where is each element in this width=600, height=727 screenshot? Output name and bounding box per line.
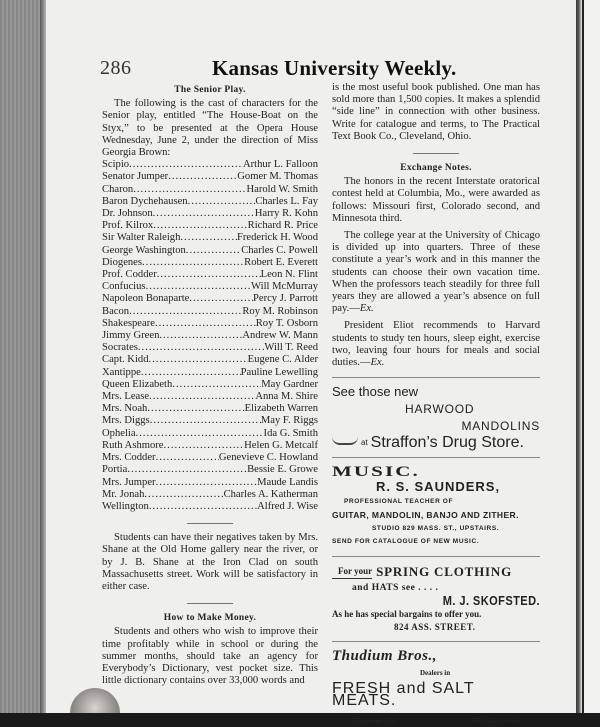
harwood-line2: HARWOOD: [405, 402, 475, 417]
clothing-merchant: M. J. SKOFSTED.: [442, 592, 540, 608]
cast-actor: Harry R. Kohn: [254, 208, 318, 220]
cast-role: Ruth Ashmore: [102, 439, 164, 451]
cast-row: [102, 477, 318, 489]
clothing-ad: [332, 565, 540, 633]
clothing-headline: [332, 565, 540, 578]
cast-actor: May Gardner: [261, 378, 318, 390]
cast-actor: Charles C. Powell: [241, 244, 318, 256]
ad-divider: [332, 641, 540, 642]
clothing-hats: and HATS see . . . .: [352, 582, 439, 593]
cast-actor: Harold W. Smith: [246, 183, 318, 195]
section-divider: [187, 603, 233, 604]
cast-role: George Washington: [102, 244, 186, 256]
cast-list: [102, 159, 318, 513]
leader-dots: [147, 403, 244, 415]
harwood-line3: MANDOLINS: [461, 418, 540, 433]
cast-role: Queen Elizabeth: [102, 378, 173, 390]
leader-dots: [155, 318, 256, 330]
make-money-continued: is the most useful book published. One man has sold more than 1,500 copies. It makes a splendid “side line” in connection with other business. Write for catalogue and terms, to The Practical Text Book Co., Cleveland, Ohio.: [332, 82, 540, 142]
next-page-edge: [576, 0, 600, 713]
leader-dots: [153, 220, 247, 232]
music-ad: [332, 466, 540, 548]
clothing-bargains: As he has special bargains to offer you.: [332, 608, 482, 619]
cast-row: [102, 208, 318, 220]
leader-dots: [168, 171, 237, 183]
leader-dots: [188, 196, 256, 208]
senior-play-intro: The following is the cast of characters for the Senior play, entitled “The House-Boat on the Styx,” to be presented at the Opera House Wednesday, June 2, under the direction of Miss Georgia Brown:: [102, 98, 318, 159]
cast-row: [102, 489, 318, 501]
left-column: [102, 82, 318, 687]
cast-role: Mrs. Lease: [102, 391, 150, 403]
cast-actor: Roy M. Robinson: [242, 305, 318, 317]
ad-divider: [332, 556, 540, 557]
cast-role: Baron Dychehausen: [102, 195, 188, 207]
cast-role: Socrates: [102, 342, 138, 354]
cast-actor: Ida G. Smith: [263, 427, 318, 439]
meats-business-name: Thudium Bros.,: [332, 648, 437, 665]
cast-actor: Will McMurray: [251, 281, 318, 293]
exchange-note-text: The honors in the recent Interstate oratorical contest held at Columbia, Mo., were awarded as follows: Missouri first, Colorado second, and Minnesota third.: [332, 176, 540, 224]
leader-dots: [153, 208, 255, 220]
cast-role: Capt. Kidd: [102, 354, 149, 366]
leader-dots: [156, 452, 219, 464]
music-teacher-name: R. S. SAUNDERS,: [376, 479, 501, 495]
cast-row: [102, 293, 318, 305]
cast-row: [102, 269, 318, 281]
cast-role: Prof. Codder: [102, 269, 157, 281]
cast-role: Bacon: [102, 305, 130, 317]
cast-role: Prof. Kilrox: [102, 220, 154, 232]
clothing-address: 824 ASS. STREET.: [394, 622, 476, 633]
cast-actor: Elizabeth Warren: [244, 403, 318, 415]
cast-row: [102, 367, 318, 379]
cast-row: [102, 171, 318, 183]
exchange-note-text: President Eliot recommends to Harvard students to study ten hours, sleep eight, exercise two, leaving four hours for meals and social duties.—: [332, 320, 540, 369]
harwood-store: Straffon’s Drug Store.: [370, 433, 524, 451]
make-money-text: Students and others who wish to improve their time profitably while in school or during the summer months, should take an agency for Everybody’s Dictionary, vest pocket size. This little dictionary contains over 33,000 words and: [102, 626, 318, 687]
clothing-spring: SPRING CLOTHING: [376, 564, 512, 580]
meats-ad: [332, 650, 540, 727]
leader-dots: [180, 232, 237, 244]
cast-row: [102, 184, 318, 196]
leader-dots: [157, 269, 261, 281]
cast-row: [102, 464, 318, 476]
cast-actor: Andrew W. Mann: [242, 330, 318, 342]
cast-row: [102, 196, 318, 208]
make-money-heading: How to Make Money.: [163, 613, 257, 624]
leader-dots: [141, 367, 241, 379]
leader-dots: [172, 379, 261, 391]
cast-role: Jimmy Green: [102, 330, 160, 342]
meats-dealers: Dealers in: [420, 668, 451, 677]
leader-dots: [133, 184, 246, 196]
meats-goods: FRESH and SALT MEATS.: [332, 679, 475, 709]
cast-role: Mrs. Diggs: [102, 415, 150, 427]
cast-actor: Will T. Reed: [264, 342, 318, 354]
cast-actor: Helen G. Metcalf: [244, 439, 318, 451]
meats-address: 802 Mass. Street.: [471, 717, 522, 726]
cast-row: [102, 342, 318, 354]
cast-role: Napoleon Bonaparte: [102, 293, 190, 305]
cast-role: Shakespeare: [102, 317, 155, 329]
page-border-line: [582, 0, 584, 713]
cast-role: Charon: [102, 183, 134, 195]
cast-role: Portia: [102, 464, 128, 476]
music-title: MUSIC.: [332, 464, 420, 481]
leader-dots: [149, 501, 257, 513]
meats-contact: [332, 707, 540, 727]
right-column: [332, 82, 540, 727]
cast-row: [102, 306, 318, 318]
cast-actor: Leon N. Flint: [260, 269, 318, 281]
section-divider: [187, 523, 233, 524]
cast-actor: Roy T. Osborn: [255, 317, 318, 329]
cast-row: [102, 281, 318, 293]
cast-actor: Percy J. Parrott: [252, 293, 318, 305]
cast-actor: May F. Riggs: [260, 415, 318, 427]
cast-row: [102, 354, 318, 366]
leader-dots: [149, 354, 248, 366]
cast-row: [102, 159, 318, 171]
leader-dots: [159, 330, 242, 342]
meats-telephone: Telephone 121.: [352, 717, 397, 726]
cast-role: Mrs. Noah: [102, 403, 148, 415]
book-page-edges: [0, 0, 44, 713]
cast-row: [102, 330, 318, 342]
leader-dots: [164, 440, 245, 452]
cast-row: [102, 257, 318, 269]
cast-actor: Robert E. Everett: [244, 256, 318, 268]
cast-role: Mr. Jonah: [102, 488, 145, 500]
leader-dots: [189, 293, 253, 305]
cast-row: [102, 245, 318, 257]
exchange-notes: [332, 176, 540, 369]
leader-dots: [138, 342, 265, 354]
cast-role: Diogenes: [102, 256, 143, 268]
cast-role: Senator Jumper: [102, 171, 169, 183]
exchange-note: [332, 230, 540, 315]
leader-dots: [127, 464, 247, 476]
senior-play-heading: The Senior Play.: [174, 85, 246, 95]
cast-row: [102, 232, 318, 244]
exchange-note: [332, 320, 540, 369]
masthead-title: Kansas University Weekly.: [212, 56, 457, 80]
leader-dots: [142, 257, 244, 269]
cast-actor: Gomer M. Thomas: [237, 171, 318, 183]
cast-row: [102, 220, 318, 232]
cast-actor: Charles A. Katherman: [223, 488, 318, 500]
cast-actor: Arthur L. Falloon: [242, 159, 318, 171]
cast-row: [102, 318, 318, 330]
cast-role: Confucius: [102, 281, 146, 293]
cast-actor: Pauline Lewelling: [240, 366, 318, 378]
leader-dots: [149, 391, 255, 403]
leader-dots: [156, 477, 258, 489]
clothing-for-your: For your: [332, 565, 372, 578]
leader-dots: [186, 245, 241, 257]
music-profession: PROFESSIONAL TEACHER OF: [344, 498, 454, 506]
page-number: 286: [100, 57, 132, 79]
leader-dots: [150, 415, 261, 427]
cast-actor: Genevieve C. Howland: [218, 452, 318, 464]
cast-row: [102, 440, 318, 452]
exchange-note-source: Ex.: [370, 357, 385, 369]
cast-role: Mrs. Jumper: [102, 476, 156, 488]
cast-actor: Bessie E. Growe: [247, 464, 318, 476]
exchange-notes-heading: Exchange Notes.: [400, 163, 472, 174]
cast-role: Mrs. Codder: [102, 452, 156, 464]
music-instruments: GUITAR, MANDOLIN, BANJO AND ZITHER.: [332, 509, 519, 520]
harwood-store-row: [332, 435, 540, 449]
exchange-note: [332, 176, 540, 225]
cast-row: [102, 415, 318, 427]
cast-actor: Alfred J. Wise: [257, 500, 318, 512]
cast-row: [102, 428, 318, 440]
music-studio: STUDIO 829 MASS. ST., UPSTAIRS.: [372, 524, 500, 532]
ad-divider: [332, 377, 540, 378]
leader-dots: [129, 159, 243, 171]
leader-dots: [146, 281, 251, 293]
harwood-at: at: [361, 437, 368, 447]
harwood-ad: [332, 386, 540, 449]
cast-actor: Frederick H. Wood: [236, 232, 318, 244]
cast-row: [102, 403, 318, 415]
cast-row: [102, 452, 318, 464]
exchange-note-text: The college year at the University of Chicago is divided up into quarters. Three of these constitute a year’s work and in this manner the students can choose their own vacation time. When the professors teach steadily for three full years they are allowed a year’s absence on full pay.—: [332, 230, 540, 315]
music-catalogue: SEND FOR CATALOGUE OF NEW MUSIC.: [332, 538, 480, 546]
cast-role: Ophelia: [102, 427, 136, 439]
cast-row: [102, 391, 318, 403]
cast-actor: Richard R. Price: [247, 220, 318, 232]
cast-actor: Maude Landis: [257, 476, 318, 488]
cast-actor: Eugene C. Alder: [247, 354, 318, 366]
section-divider: [413, 153, 459, 154]
cast-role: Dr. Johnson: [102, 208, 153, 220]
cast-role: Scipio: [102, 159, 130, 171]
cast-role: Sir Walter Raleigh: [102, 232, 181, 244]
exchange-note-source: Ex.: [359, 303, 374, 315]
negatives-notice: Students can have their negatives taken by Mrs. Shane at the Old Home gallery near the river, or by J. B. Shane at the Iron Clad on south Massachusetts street. Work will be satisfactory in either case.: [102, 532, 318, 592]
cast-actor: Charles L. Fay: [255, 195, 318, 207]
leader-dots: [136, 428, 264, 440]
cast-actor: Anna M. Shire: [255, 391, 318, 403]
cast-role: Xantippe: [102, 366, 141, 378]
flourish-ornament-icon: [332, 437, 358, 445]
cast-row: [102, 501, 318, 513]
leader-dots: [144, 489, 223, 501]
cast-row: [102, 379, 318, 391]
cast-role: Wellington: [102, 500, 149, 512]
leader-dots: [129, 306, 242, 318]
ad-divider: [332, 457, 540, 458]
harwood-line1: See those new: [332, 384, 419, 400]
